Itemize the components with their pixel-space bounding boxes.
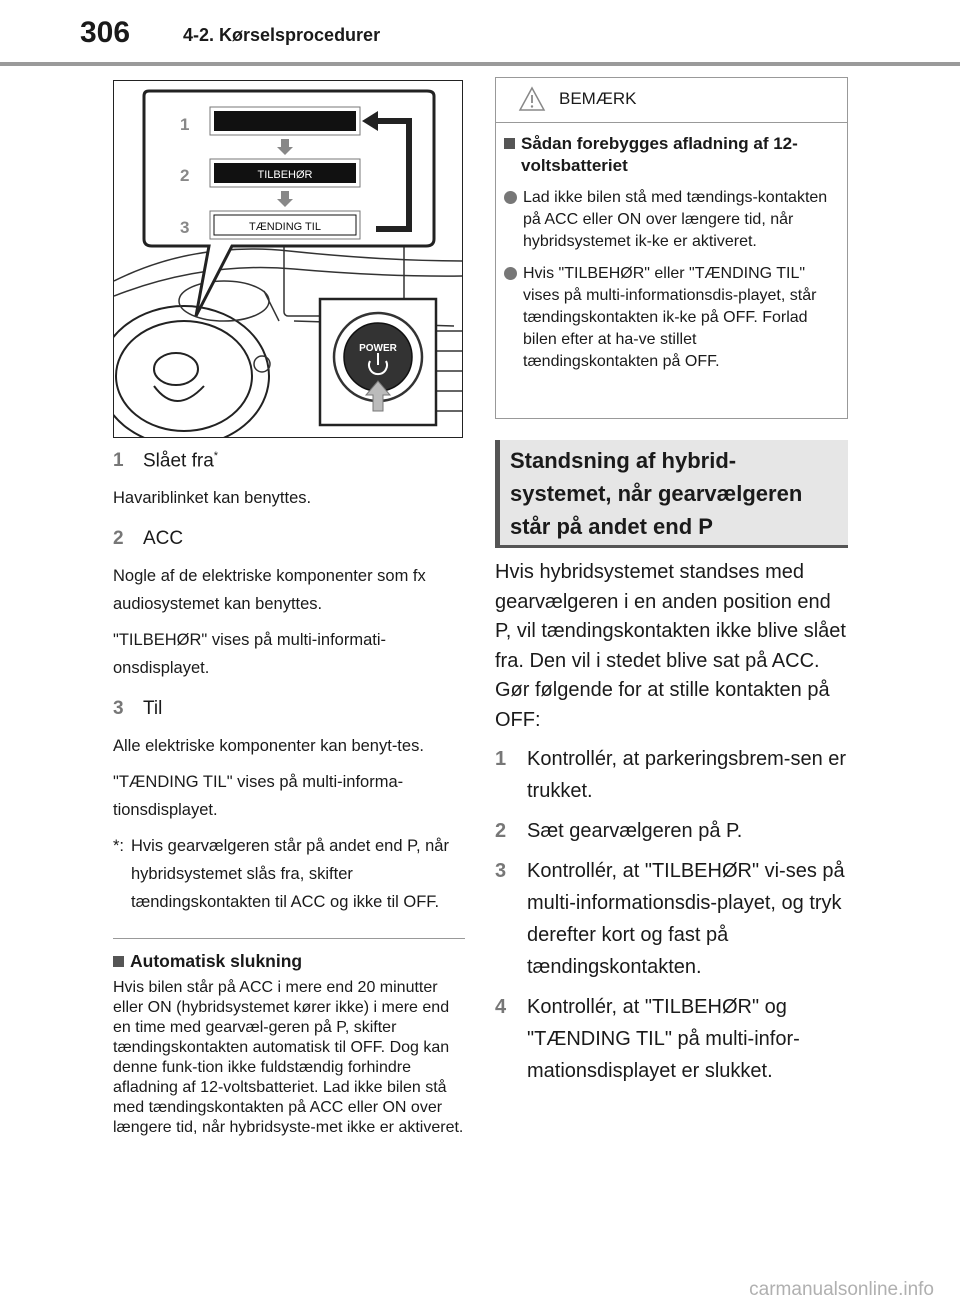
procedure-step: 2 Sæt gearvælgeren på P. [495,820,743,842]
procedure-step: 1 Kontrollér, at parkeringsbrem-sen er trukket. [495,748,847,802]
notice-bullet: Hvis "TILBEHØR" eller "TÆNDING TIL" vises på multi-informationsdis-playet, står tændingskontakten ik-ke på OFF. Forlad bilen efter at ha-ve stillet tændingskontakten på OFF. [504,263,835,373]
power-button-label: POWER [359,343,397,354]
header-rule [0,62,960,66]
ignition-illustration [113,80,463,438]
round-bullet-icon [504,191,517,204]
procedure-step: 4 Kontrollér, at "TILBEHØR" og "TÆNDING TIL" på multi-infor-mationsdisplayet er slukket. [495,996,800,1082]
step-2-text-display: "TILBEHØR" vises på multi-informati-onsdisplayet. [113,631,387,678]
page-header [0,0,960,66]
dashboard-drawing [114,81,463,438]
notice-bullet: Lad ikke bilen stå med tændings-kontakten på ACC eller ON over længere tid, når hybridsystemet ik-ke er aktiveret. [504,187,835,253]
step-1-text: Havariblinket kan benyttes. [113,489,312,508]
notice-subtitle: Sådan forebygges afladning af 12-voltsbatteriet [504,133,835,177]
auto-shutoff-text: Hvis bilen står på ACC i mere end 20 minutter eller ON (hybridsystemet kører ikke) i mere end en time med gearvæl-geren på P, skifter tændingskontakten automatisk til OFF. Dog kan denne funk-tion ikke fuldstændig forhindre afladning af 12-voltsbatteriet. Lad ikke bilen stå med tændingskontakten på ACC eller ON over længere tid, når hybridsyste-met ikke er aktiveret. [113,979,464,1137]
section-title: 4-2. Kørselsprocedurer [183,25,381,45]
step-1-title: 1 Slået fra* [113,450,219,472]
position-num-1: 1 [180,115,190,134]
square-bullet-icon [504,138,515,149]
notice-title: BEMÆRK [559,89,637,108]
square-bullet-icon [113,956,124,967]
intro-text: Hvis hybridsystemet standses med gearvælgeren i en anden position end P, vil tændingskontakten ikke blive slået fra. Den vil i stedet blive sat på ACC. Gør følgende for at stille kontakten på OFF: [495,561,846,731]
footnote: *: Hvis gearvælgeren står på andet end P, når hybridsystemet slås fra, skifter tændingskontakten til ACC og ikke til OFF. [113,837,449,912]
round-bullet-icon [504,267,517,280]
procedure-step: 3 Kontrollér, at "TILBEHØR" vi-ses på multi-informationsdis-playet, og tryk derefter kort og fast på tændingskontakten. [495,860,845,978]
step-3-text-display: "TÆNDING TIL" vises på multi-informa-tionsdisplayet. [113,773,404,820]
watermark: carmanualsonline.info [749,1279,934,1300]
step-3-title: 3 Til [113,698,163,720]
section-heading: Standsning af hybrid- systemet, når gearvælgeren står på andet end P [495,440,848,548]
step-2-text: Nogle af de elektriske komponenter som fx audiosystemet kan benyttes. [113,567,426,614]
step-3-text: Alle elektriske komponenter kan benyt-tes. [113,737,424,756]
position-num-2: 2 [180,166,190,185]
warning-triangle-icon [518,86,546,112]
right-column [495,558,847,1087]
auto-shutoff-title: Automatisk slukning [113,951,465,972]
position-num-3: 3 [180,218,190,237]
notice-box [495,77,848,419]
step-2-title: 2 ACC [113,528,184,550]
section-divider [113,938,465,939]
display-label-acc: TILBEHØR [257,169,313,181]
display-label-on: TÆNDING TIL [249,221,321,233]
left-column [113,450,465,1138]
page-number: 306 [80,16,131,49]
